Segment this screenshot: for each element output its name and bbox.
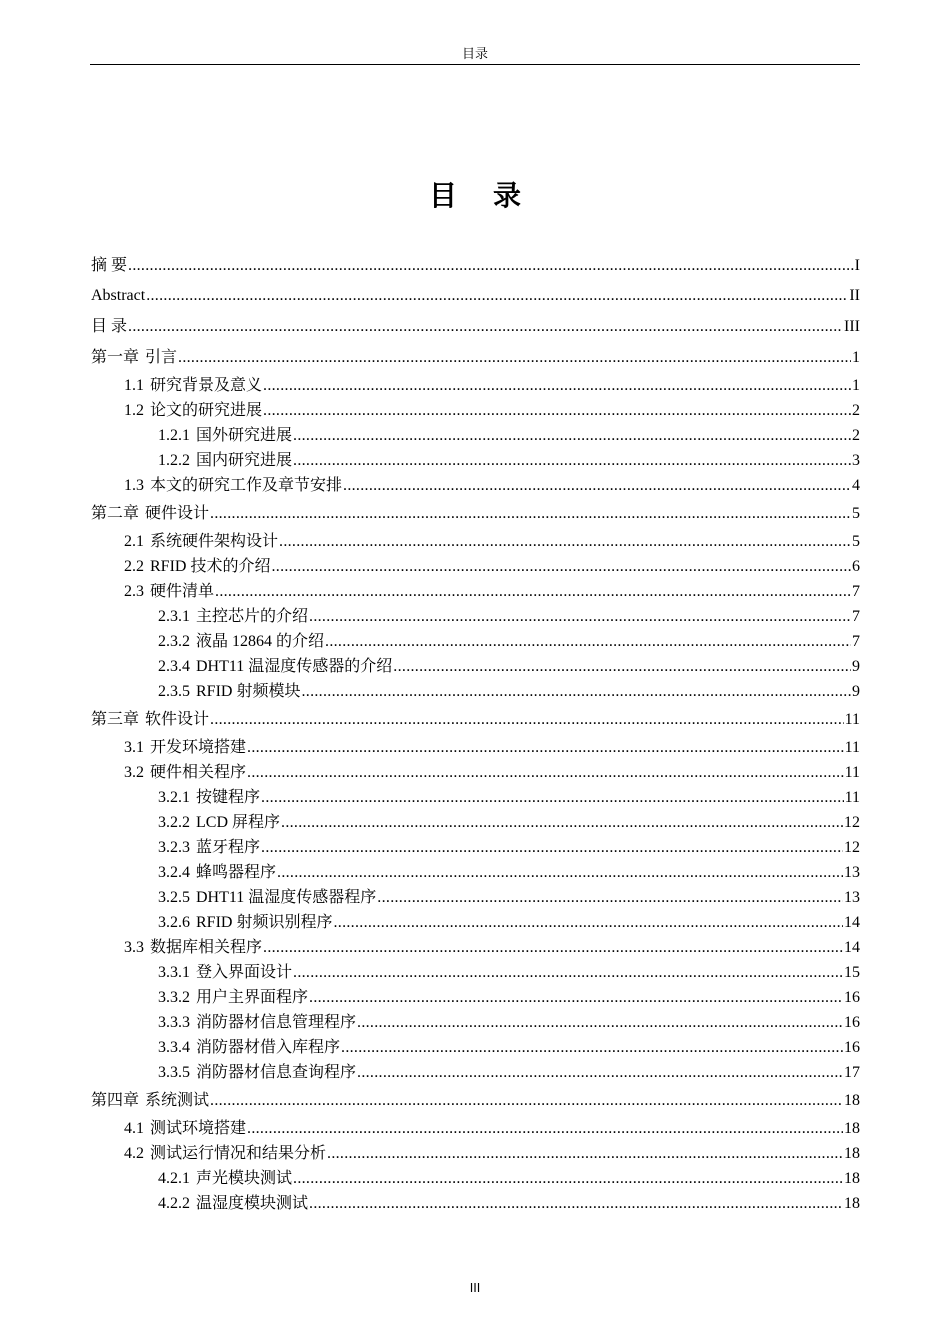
toc-entry-title: 按键程序: [196, 789, 261, 806]
toc-entry-title: RFID 射频模块: [196, 683, 301, 700]
toc-entry-number: 2.2: [124, 558, 144, 575]
toc-entry[interactable]: [91, 860, 860, 885]
page-number: III: [469, 1281, 481, 1295]
toc-entry[interactable]: [91, 1060, 860, 1085]
toc-entry[interactable]: [91, 250, 860, 280]
toc-entry-title: 测试环境搭建: [150, 1120, 247, 1137]
toc-entry-page: 7: [852, 583, 860, 600]
toc-entry-title: 用户主界面程序: [196, 989, 309, 1006]
toc-entry[interactable]: [91, 373, 860, 398]
toc-entry-number: 1.1: [124, 377, 144, 394]
toc-entry-page: II: [849, 287, 860, 304]
toc-dot-leader: [333, 910, 843, 935]
toc-entry-title: 系统测试: [145, 1092, 210, 1109]
toc-entry-number: 2.1: [124, 533, 144, 550]
toc-entry-title: 硬件相关程序: [150, 764, 247, 781]
toc-dot-leader: [146, 280, 848, 311]
toc-entry-page: 18: [844, 1145, 860, 1162]
toc-entry[interactable]: [91, 554, 860, 579]
toc-entry[interactable]: [91, 735, 860, 760]
toc-entry[interactable]: [91, 579, 860, 604]
toc-entry-number: 2.3.2: [158, 633, 190, 650]
toc-dot-leader: [357, 1060, 843, 1085]
toc-entry-page: 12: [844, 814, 860, 831]
toc-dot-leader: [293, 448, 851, 473]
toc-dot-leader: [263, 935, 843, 960]
toc-entry[interactable]: [91, 679, 860, 704]
toc-entry[interactable]: [91, 985, 860, 1010]
toc-entry-page: 11: [844, 739, 860, 756]
toc-entry[interactable]: [91, 398, 860, 423]
toc-entry-page: 15: [844, 964, 860, 981]
toc-entry[interactable]: [91, 1085, 860, 1116]
toc-dot-leader: [271, 554, 851, 579]
toc-entry-title: LCD 屏程序: [196, 814, 281, 831]
toc-entry-title: 硬件设计: [145, 505, 210, 522]
toc-entry-title: 硬件清单: [150, 583, 215, 600]
toc-entry-page: 1: [852, 377, 860, 394]
toc-entry-number: 3.2.5: [158, 889, 190, 906]
toc-entry-page: 11: [844, 789, 860, 806]
toc-entry[interactable]: [91, 785, 860, 810]
toc-entry-page: III: [844, 318, 860, 335]
toc-entry-page: 13: [844, 864, 860, 881]
toc-entry-number: 2.3.1: [158, 608, 190, 625]
toc-entry-page: 14: [844, 914, 860, 931]
toc-entry[interactable]: [91, 885, 860, 910]
toc-dot-leader: [210, 1085, 843, 1116]
toc-dot-leader: [293, 423, 851, 448]
toc-dot-leader: [128, 311, 843, 342]
toc-entry-title: 登入界面设计: [196, 964, 293, 981]
toc-dot-leader: [343, 473, 851, 498]
toc-entry-title: 测试运行情况和结果分析: [150, 1145, 327, 1162]
toc-entry-page: 9: [852, 658, 860, 675]
toc-entry-number: 第一章: [91, 349, 140, 366]
toc-entry-number: 1.2: [124, 402, 144, 419]
toc-entry-number: 3.2.1: [158, 789, 190, 806]
toc-entry-title: 声光模块测试: [196, 1170, 293, 1187]
toc-dot-leader: [263, 398, 851, 423]
toc-entry[interactable]: [91, 629, 860, 654]
toc-entry-title: 消防器材借入库程序: [196, 1039, 341, 1056]
toc-entry-number: 3.3: [124, 939, 144, 956]
toc-entry[interactable]: [91, 342, 860, 373]
toc-entry-title: 论文的研究进展: [150, 402, 263, 419]
toc-entry-page: 1: [852, 349, 860, 366]
toc-dot-leader: [263, 373, 851, 398]
toc-entry[interactable]: [91, 654, 860, 679]
running-header: 目录: [90, 46, 860, 65]
toc-entry-number: 第二章: [91, 505, 140, 522]
toc-entry-number: 3.2.2: [158, 814, 190, 831]
toc-entry-title: 本文的研究工作及章节安排: [150, 477, 343, 494]
toc-dot-leader: [247, 760, 844, 785]
toc-entry-number: 3.3.2: [158, 989, 190, 1006]
toc-entry-number: 第四章: [91, 1092, 140, 1109]
toc-entry-number: 3.2.6: [158, 914, 190, 931]
toc-entry-title: 目 录: [91, 318, 128, 335]
toc-dot-leader: [309, 985, 843, 1010]
toc-entry-title: 系统硬件架构设计: [150, 533, 279, 550]
toc-entry-title: 引言: [145, 349, 178, 366]
toc-entry-page: 13: [844, 889, 860, 906]
toc-entry[interactable]: [91, 423, 860, 448]
toc-entry-title: RFID 技术的介绍: [150, 558, 271, 575]
toc-entry-number: 2.3.5: [158, 683, 190, 700]
toc-entry-title: 软件设计: [145, 711, 210, 728]
toc-entry-page: 18: [844, 1170, 860, 1187]
toc-entry[interactable]: [91, 1035, 860, 1060]
toc-entry[interactable]: [91, 1116, 860, 1141]
toc-entry-title: 国内研究进展: [196, 452, 293, 469]
toc-dot-leader: [178, 342, 851, 373]
toc-entry[interactable]: [91, 835, 860, 860]
toc-entry-title: Abstract: [91, 287, 146, 304]
toc-dot-leader: [210, 704, 844, 735]
toc-entry-page: 5: [852, 533, 860, 550]
toc-dot-leader: [293, 960, 843, 985]
toc-entry-title: 蜂鸣器程序: [196, 864, 277, 881]
toc-dot-leader: [309, 604, 851, 629]
table-of-contents: [91, 250, 860, 1216]
toc-entry-page: 3: [852, 452, 860, 469]
toc-dot-leader: [377, 885, 843, 910]
toc-entry-number: 3.3.3: [158, 1014, 190, 1031]
toc-entry[interactable]: [91, 1010, 860, 1035]
toc-entry-title: 摘 要: [91, 257, 128, 274]
toc-entry-number: 1.2.1: [158, 427, 190, 444]
toc-entry-number: 4.2.2: [158, 1195, 190, 1212]
toc-dot-leader: [247, 735, 844, 760]
toc-entry[interactable]: [91, 1141, 860, 1166]
toc-dot-leader: [277, 860, 843, 885]
toc-dot-leader: [215, 579, 851, 604]
toc-dot-leader: [261, 785, 844, 810]
toc-entry-page: 11: [844, 711, 860, 728]
toc-entry-number: 4.2.1: [158, 1170, 190, 1187]
toc-entry-page: 2: [852, 402, 860, 419]
toc-entry-page: 4: [852, 477, 860, 494]
toc-entry-number: 2.3.4: [158, 658, 190, 675]
toc-entry-number: 1.3: [124, 477, 144, 494]
toc-dot-leader: [128, 250, 854, 281]
toc-entry-number: 4.1: [124, 1120, 144, 1137]
toc-entry-title: 温湿度模块测试: [196, 1195, 309, 1212]
toc-entry-title: DHT11 温湿度传感器的介绍: [196, 658, 393, 675]
toc-entry[interactable]: [91, 1166, 860, 1191]
toc-entry[interactable]: [91, 704, 860, 735]
toc-entry-number: 第三章: [91, 711, 140, 728]
toc-entry[interactable]: [91, 910, 860, 935]
toc-entry[interactable]: [91, 810, 860, 835]
toc-entry-title: 数据库相关程序: [150, 939, 263, 956]
toc-entry-number: 3.2.4: [158, 864, 190, 881]
toc-entry[interactable]: [91, 604, 860, 629]
toc-entry-title: RFID 射频识别程序: [196, 914, 333, 931]
toc-dot-leader: [279, 529, 851, 554]
toc-entry-title: 蓝牙程序: [196, 839, 261, 856]
toc-entry-page: 18: [844, 1120, 860, 1137]
toc-entry-number: 1.2.2: [158, 452, 190, 469]
page-title: 目录: [428, 179, 557, 212]
toc-entry-page: 6: [852, 558, 860, 575]
toc-entry-title: 消防器材信息查询程序: [196, 1064, 357, 1081]
toc-entry-page: 7: [852, 608, 860, 625]
toc-entry[interactable]: [91, 935, 860, 960]
toc-entry-title: 研究背景及意义: [150, 377, 263, 394]
toc-dot-leader: [247, 1116, 843, 1141]
toc-entry-number: 3.2: [124, 764, 144, 781]
toc-dot-leader: [301, 679, 851, 704]
toc-dot-leader: [261, 835, 843, 860]
toc-entry[interactable]: [91, 448, 860, 473]
toc-dot-leader: [357, 1010, 843, 1035]
toc-entry[interactable]: [91, 498, 860, 529]
toc-entry-page: 17: [844, 1064, 860, 1081]
toc-entry-number: 4.2: [124, 1145, 144, 1162]
toc-entry[interactable]: [91, 280, 860, 311]
toc-entry[interactable]: [91, 473, 860, 498]
toc-dot-leader: [210, 498, 851, 529]
toc-entry[interactable]: [91, 529, 860, 554]
toc-entry-page: 18: [844, 1092, 860, 1109]
toc-entry[interactable]: [91, 1191, 860, 1216]
toc-entry-number: 3.3.5: [158, 1064, 190, 1081]
toc-dot-leader: [341, 1035, 843, 1060]
toc-entry-number: 2.3: [124, 583, 144, 600]
toc-entry-page: 2: [852, 427, 860, 444]
toc-entry-number: 3.2.3: [158, 839, 190, 856]
toc-dot-leader: [309, 1191, 843, 1216]
toc-dot-leader: [327, 1141, 843, 1166]
toc-entry[interactable]: [91, 760, 860, 785]
toc-entry-page: 9: [852, 683, 860, 700]
toc-entry-page: 18: [844, 1195, 860, 1212]
toc-entry-title: 主控芯片的介绍: [196, 608, 309, 625]
toc-entry-title: 开发环境搭建: [150, 739, 247, 756]
toc-entry-page: 16: [844, 1039, 860, 1056]
toc-dot-leader: [393, 654, 851, 679]
toc-entry[interactable]: [91, 311, 860, 342]
toc-entry-title: 国外研究进展: [196, 427, 293, 444]
toc-entry-page: I: [854, 257, 860, 274]
toc-entry-page: 16: [844, 989, 860, 1006]
toc-entry-page: 5: [852, 505, 860, 522]
toc-entry-number: 3.3.4: [158, 1039, 190, 1056]
toc-entry-page: 12: [844, 839, 860, 856]
toc-entry-number: 3.3.1: [158, 964, 190, 981]
toc-entry-number: 3.1: [124, 739, 144, 756]
toc-entry-page: 11: [844, 764, 860, 781]
toc-entry-page: 14: [844, 939, 860, 956]
toc-dot-leader: [293, 1166, 843, 1191]
toc-entry-title: 液晶 12864 的介绍: [196, 633, 325, 650]
toc-entry[interactable]: [91, 960, 860, 985]
toc-dot-leader: [281, 810, 843, 835]
toc-entry-page: 16: [844, 1014, 860, 1031]
toc-entry-page: 7: [852, 633, 860, 650]
toc-entry-title: 消防器材信息管理程序: [196, 1014, 357, 1031]
toc-entry-title: DHT11 温湿度传感器程序: [196, 889, 377, 906]
toc-dot-leader: [325, 629, 851, 654]
